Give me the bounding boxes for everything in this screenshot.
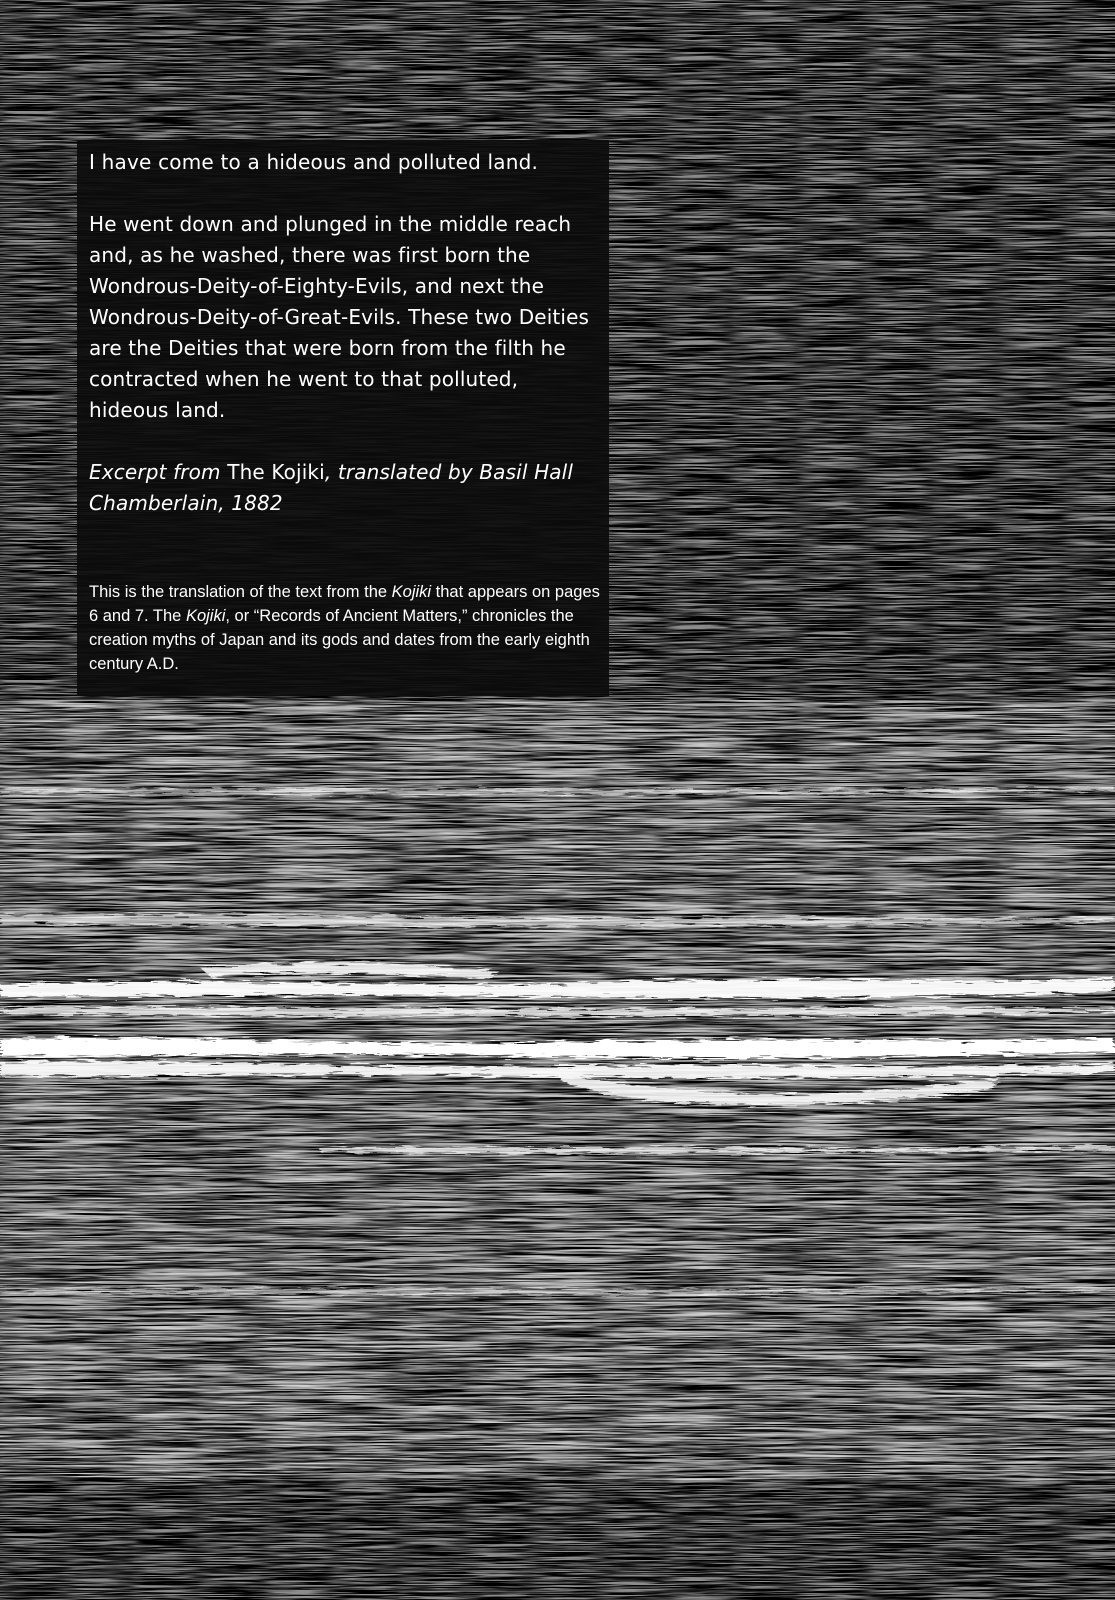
translation-note [89, 580, 604, 676]
note-kojiki-2: Kojiki [185, 607, 226, 625]
citation-suffix: , translated by Basil Hall Chamberlain, 1882 [89, 460, 574, 515]
citation [89, 457, 604, 519]
passage-body: He went down and plunged in the middle reach and, as he washed, there was first born the Wondrous-Deity-of-Eighty-Evils, and next the Wondrous-Deity-of-Great-Evils. These two Deities are the Deities that were born from the filth he contracted when he went to that polluted, hideous land. [89, 212, 590, 422]
citation-title: The Kojiki [227, 460, 325, 484]
opening-line: I have come to a hideous and polluted land. [89, 150, 539, 174]
note-part-1: This is the translation of the text from the [89, 583, 392, 601]
text-block [89, 147, 604, 673]
note-part-3: , or “Records of Ancient Matters,” chronicles the creation myths of Japan and its gods and dates from the early eighth century A.D. [89, 607, 590, 673]
note-kojiki-1: Kojiki [391, 583, 432, 601]
citation-prefix: Excerpt from [89, 460, 221, 484]
note-part-2: that appears on pages 6 and 7. The [89, 583, 600, 625]
